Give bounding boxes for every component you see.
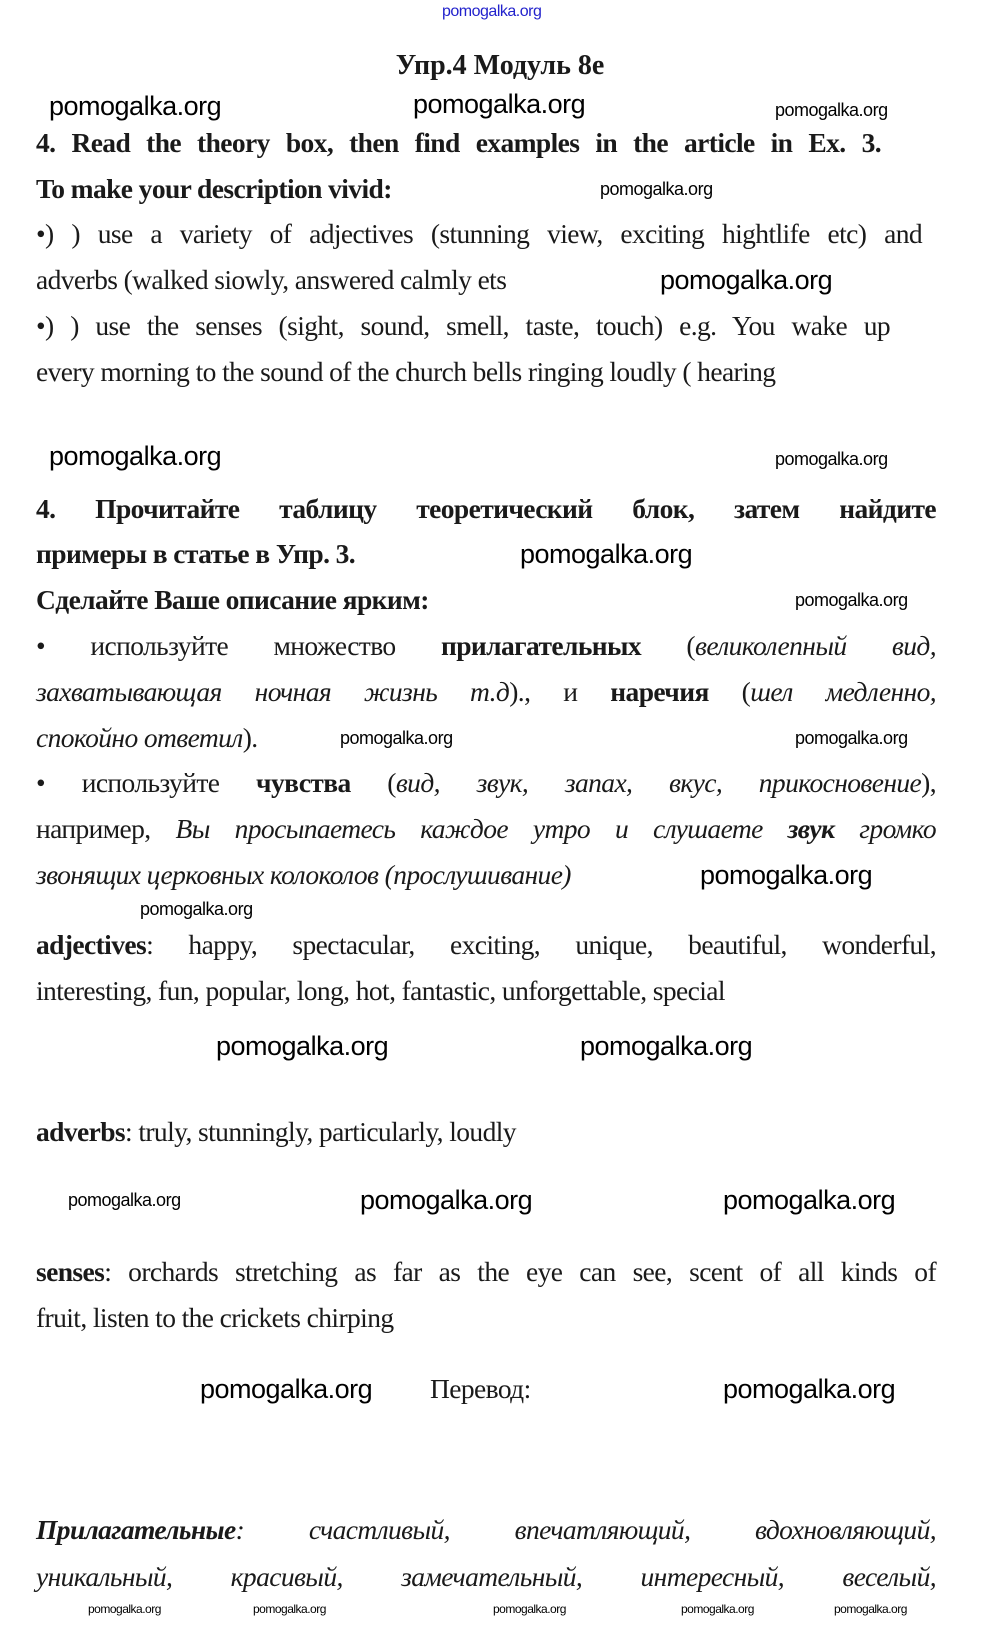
adverbs-line [36, 1115, 516, 1149]
italic-text: счастливый, впечатляющий, вдохновляющий, [308, 1514, 936, 1545]
adjectives-line1 [36, 928, 936, 962]
text: ), [921, 767, 936, 798]
text: • используйте [36, 767, 257, 798]
watermark: pomogalka.org [795, 728, 908, 748]
translation-adjectives-line2: уникальный, красивый, замечательный, интересный, веселый, [36, 1561, 936, 1592]
russian-bullet2-line2 [36, 812, 936, 846]
watermark: pomogalka.org [660, 265, 833, 295]
text: : orchards stretching as far as the eye can see, scent of all kinds of [104, 1256, 936, 1287]
text: ( [641, 630, 695, 661]
russian-bullet1-line1 [36, 629, 936, 663]
translation-label: Перевод: [430, 1373, 531, 1404]
english-subheading: To make your description vivid: [36, 173, 392, 204]
italic-text: великолепный вид, [695, 630, 936, 661]
russian-task-line1: 4. Прочитайте таблицу теоретический блок, затем найдите [36, 493, 936, 524]
text: ( [708, 676, 751, 707]
watermark: pomogalka.org [140, 899, 253, 919]
italic-text: Вы просыпаетесь каждое утро и слушаете [175, 813, 788, 844]
english-bullet1-line2: adverbs (walked siowly, answered calmly ets [36, 264, 507, 295]
watermark: pomogalka.org [681, 1602, 754, 1616]
english-task: 4. Read the theory box, then find examples in the article in Ex. 3. [36, 127, 881, 158]
senses-line2: fruit, listen to the crickets chirping [36, 1302, 394, 1333]
watermark: pomogalka.org [580, 1031, 753, 1061]
page-title: Упр.4 Модуль 8е [395, 50, 605, 81]
text: : truly, stunningly, particularly, loudly [125, 1116, 516, 1147]
senses-label: senses [36, 1256, 105, 1287]
watermark: pomogalka.org [413, 89, 586, 119]
bold-text: наречия [610, 676, 709, 707]
italic-text: громко [834, 813, 936, 844]
adjectives-label: Прилагательные [36, 1514, 236, 1545]
bold-text: звук [787, 813, 835, 844]
russian-bullet1-line2 [36, 675, 936, 709]
watermark: pomogalka.org [700, 860, 873, 890]
text: ( [350, 767, 396, 798]
text: например, [36, 813, 176, 844]
watermark: pomogalka.org [88, 1602, 161, 1616]
watermark: pomogalka.org [49, 91, 222, 121]
italic-text: шел медленно, [750, 676, 936, 707]
text: : [235, 1514, 245, 1545]
watermark: pomogalka.org [775, 449, 888, 469]
watermark: pomogalka.org [493, 1602, 566, 1616]
italic-text: вид, звук, запах, вкус, прикосновение [395, 767, 922, 798]
text: )., и [509, 676, 611, 707]
watermark: pomogalka.org [360, 1185, 533, 1215]
watermark: pomogalka.org [200, 1374, 373, 1404]
watermark: pomogalka.org [253, 1602, 326, 1616]
text: • используйте множество [36, 630, 441, 661]
watermark: pomogalka.org [520, 539, 693, 569]
watermark: pomogalka.org [723, 1374, 896, 1404]
russian-bullet2-line3: звонящих церковных колоколов (прослушивание) [36, 859, 571, 890]
italic-text: спокойно ответил [36, 722, 243, 753]
watermark: pomogalka.org [723, 1185, 896, 1215]
russian-subheading: Сделайте Ваше описание ярким: [36, 584, 429, 615]
russian-bullet2-line1 [36, 766, 936, 800]
text: ). [242, 722, 258, 753]
watermark: pomogalka.org [216, 1031, 389, 1061]
russian-task-line2: примеры в статье в Упр. 3. [36, 538, 356, 569]
watermark: pomogalka.org [834, 1602, 907, 1616]
bold-text: чувства [256, 767, 351, 798]
adjectives-line2: interesting, fun, popular, long, hot, fantastic, unforgettable, special [36, 975, 725, 1006]
english-bullet2-line1: •) ) use the senses (sight, sound, smell, taste, touch) e.g. You wake up [36, 310, 890, 341]
english-bullet1-line1: •) ) use a variety of adjectives (stunning view, exciting hightlife etc) and [36, 218, 922, 249]
watermark: pomogalka.org [340, 728, 453, 748]
adverbs-label: adverbs [36, 1116, 126, 1147]
watermark: pomogalka.org [600, 179, 713, 199]
watermark: pomogalka.org [775, 100, 888, 120]
text: : happy, spectacular, exciting, unique, beautiful, wonderful, [146, 929, 936, 960]
english-bullet2-line2: every morning to the sound of the church bells ringing loudly ( hearing [36, 356, 776, 387]
watermark: pomogalka.org [49, 441, 222, 471]
watermark-top: pomogalka.org [442, 3, 542, 20]
adjectives-label: adjectives [36, 929, 147, 960]
italic-text: захватывающая ночная жизнь т.д [36, 676, 510, 707]
senses-line1 [36, 1255, 936, 1289]
watermark: pomogalka.org [795, 590, 908, 610]
translation-adjectives-line1 [36, 1513, 936, 1547]
watermark: pomogalka.org [68, 1190, 181, 1210]
russian-bullet1-line3 [36, 721, 258, 755]
bold-text: прилагательных [440, 630, 642, 661]
